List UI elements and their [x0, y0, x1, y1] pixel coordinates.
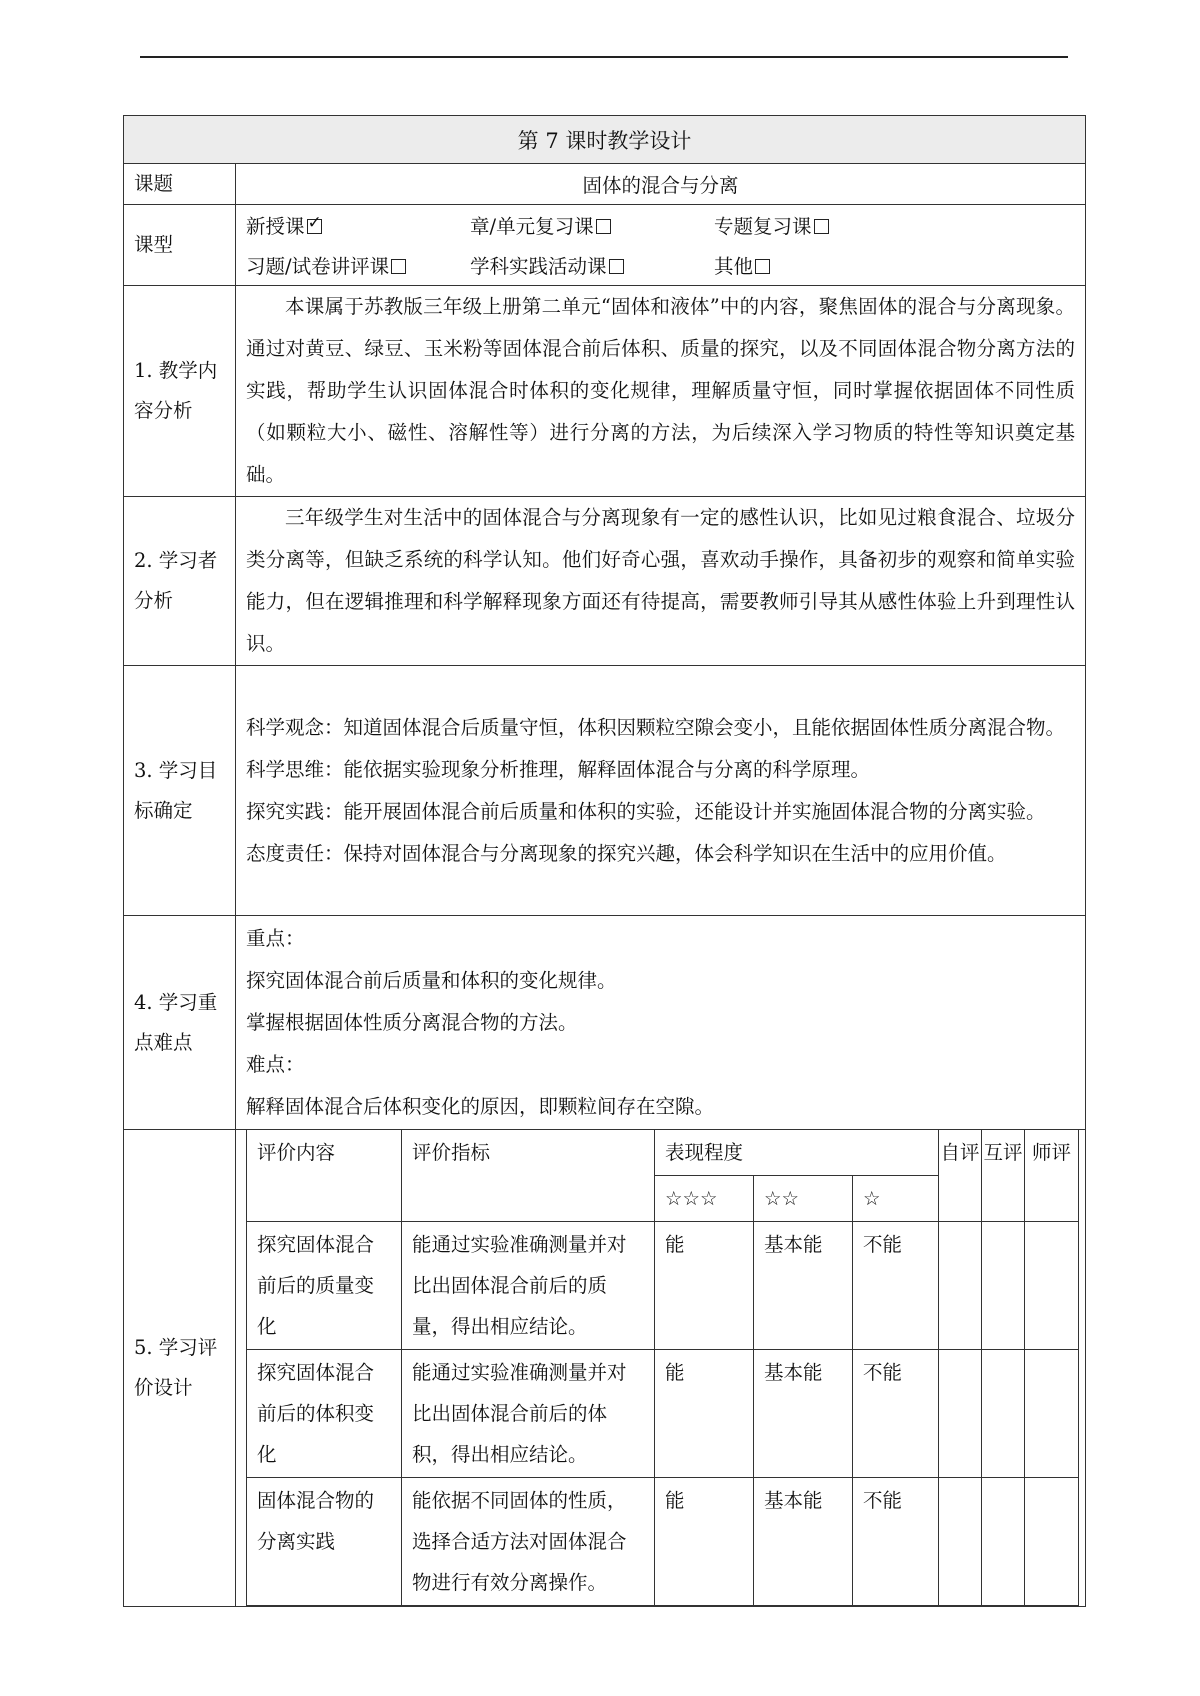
eval-row	[247, 1350, 1079, 1478]
checkbox-icon	[755, 259, 770, 274]
objective-item: 态度责任：保持对固体混合与分离现象的探究兴趣，体会科学知识在生活中的应用价值。	[246, 841, 1007, 865]
eval-level-1: 不能	[853, 1222, 939, 1350]
eval-indicator: 能依据不同固体的性质，选择合适方法对固体混合物进行有效分离操作。	[402, 1478, 655, 1606]
content-analysis-text: 本课属于苏教版三年级上册第二单元“固体和液体”中的内容，聚焦固体的混合与分离现象。通过对黄豆、绿豆、玉米粉等固体混合前后体积、质量的探究，以及不同固体混合物分离方法的实践，帮助学生认识固体混合时体积的变化规律，理解质量守恒，同时掌握依据固体不同性质（如颗粒大小、磁性、溶解性等）进行分离的方法，为后续深入学习物质的特性等知识奠定基础。	[246, 295, 1075, 486]
lesson-type-option: 习题/试卷讲评课	[246, 251, 470, 279]
checkbox-icon	[609, 259, 624, 274]
key-points-line: 难点：	[246, 1052, 305, 1076]
lesson-type-options	[236, 205, 1086, 286]
eval-peer-cell	[982, 1350, 1025, 1478]
eval-content: 探究固体混合前后的体积变化	[247, 1350, 402, 1478]
eval-level-1: 不能	[853, 1350, 939, 1478]
eval-level-1: 不能	[853, 1478, 939, 1606]
content-analysis-cell	[236, 286, 1086, 497]
topic-label: 课题	[124, 164, 236, 205]
learner-analysis-label: 2. 学习者分析	[124, 497, 236, 666]
objectives-cell	[236, 666, 1086, 916]
eval-header-peer: 互评	[982, 1130, 1025, 1222]
content-analysis-label: 1. 教学内容分析	[124, 286, 236, 497]
eval-header-performance: 表现程度	[655, 1130, 939, 1176]
eval-row	[247, 1478, 1079, 1606]
objective-item: 科学观念：知道固体混合后质量守恒，体积因颗粒空隙会变小，且能依据固体性质分离混合物。	[246, 715, 1066, 739]
eval-header-self: 自评	[939, 1130, 982, 1222]
key-points-cell	[236, 916, 1086, 1130]
key-points-line: 掌握根据固体性质分离混合物的方法。	[246, 1010, 578, 1034]
table-title: 第 7 课时教学设计	[124, 116, 1086, 164]
objective-item: 探究实践：能开展固体混合前后质量和体积的实验，还能设计并实施固体混合物的分离实验。	[246, 799, 1046, 823]
lesson-type-label: 课型	[124, 205, 236, 286]
evaluation-label: 5. 学习评价设计	[124, 1130, 236, 1607]
eval-row	[247, 1222, 1079, 1350]
lesson-type-option: 新授课✓	[246, 211, 470, 239]
eval-level-2: 基本能	[754, 1222, 853, 1350]
eval-peer-cell	[982, 1222, 1025, 1350]
eval-peer-cell	[982, 1478, 1025, 1606]
eval-level-3-header: ☆☆☆	[655, 1176, 754, 1222]
key-points-line: 解释固体混合后体积变化的原因，即颗粒间存在空隙。	[246, 1094, 715, 1118]
eval-header-indicator: 评价指标	[402, 1130, 655, 1222]
eval-level-3: 能	[655, 1350, 754, 1478]
eval-level-1-header: ☆	[853, 1176, 939, 1222]
eval-content: 固体混合物的分离实践	[247, 1478, 402, 1606]
lesson-type-option: 学科实践活动课	[470, 251, 714, 279]
eval-content: 探究固体混合前后的质量变化	[247, 1222, 402, 1350]
eval-self-cell	[939, 1222, 982, 1350]
lesson-type-option: 章/单元复习课	[470, 211, 714, 239]
eval-self-cell	[939, 1350, 982, 1478]
key-points-line: 探究固体混合前后质量和体积的变化规律。	[246, 968, 617, 992]
learner-analysis-text: 三年级学生对生活中的固体混合与分离现象有一定的感性认识，比如见过粮食混合、垃圾分类分离等，但缺乏系统的科学认知。他们好奇心强，喜欢动手操作，具备初步的观察和简单实验能力，但在逻辑推理和科学解释现象方面还有待提高，需要教师引导其从感性体验上升到理性认识。	[246, 506, 1075, 655]
eval-level-3: 能	[655, 1478, 754, 1606]
eval-level-2: 基本能	[754, 1350, 853, 1478]
eval-level-2-header: ☆☆	[754, 1176, 853, 1222]
objectives-label: 3. 学习目标确定	[124, 666, 236, 916]
eval-level-2: 基本能	[754, 1478, 853, 1606]
checkbox-icon	[391, 259, 406, 274]
checked-box-icon	[307, 219, 322, 234]
eval-level-3: 能	[655, 1222, 754, 1350]
evaluation-cell	[236, 1130, 1086, 1607]
eval-teacher-cell	[1025, 1222, 1079, 1350]
eval-indicator: 能通过实验准确测量并对比出固体混合前后的质量，得出相应结论。	[402, 1222, 655, 1350]
checkbox-icon	[814, 219, 829, 234]
lesson-type-option: 其他	[714, 251, 770, 279]
lesson-type-option: 专题复习课	[714, 211, 829, 239]
key-points-label: 4. 学习重点难点	[124, 916, 236, 1130]
header-rule	[140, 56, 1068, 58]
objective-item: 科学思维：能依据实验现象分析推理，解释固体混合与分离的科学原理。	[246, 757, 871, 781]
eval-teacher-cell	[1025, 1350, 1079, 1478]
checkbox-icon	[596, 219, 611, 234]
eval-teacher-cell	[1025, 1478, 1079, 1606]
topic-value: 固体的混合与分离	[236, 164, 1086, 205]
lesson-plan-table	[123, 115, 1086, 1607]
eval-header-teacher: 师评	[1025, 1130, 1079, 1222]
eval-header-content: 评价内容	[247, 1130, 402, 1222]
evaluation-table	[246, 1130, 1079, 1606]
learner-analysis-cell	[236, 497, 1086, 666]
eval-indicator: 能通过实验准确测量并对比出固体混合前后的体积，得出相应结论。	[402, 1350, 655, 1478]
key-points-line: 重点：	[246, 926, 305, 950]
eval-self-cell	[939, 1478, 982, 1606]
